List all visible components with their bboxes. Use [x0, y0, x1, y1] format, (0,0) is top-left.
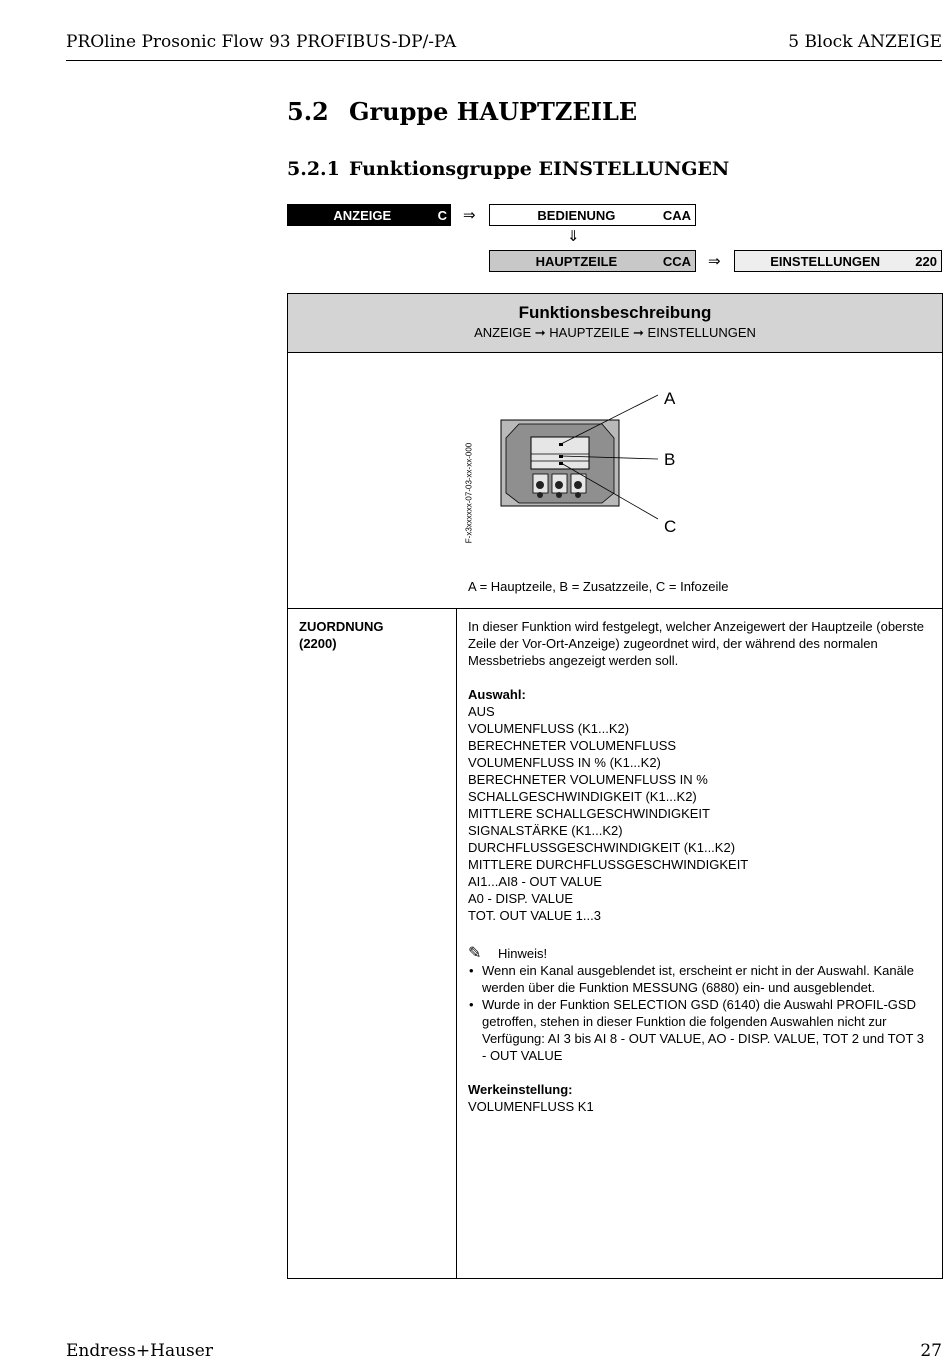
section-heading [287, 97, 637, 126]
function-table-header [288, 294, 942, 353]
nav-arrow-right-icon: ⇒ [708, 253, 721, 270]
note-heading [468, 945, 930, 962]
function-table-path: ANZEIGE ➞ HAUPTZEILE ➞ EINSTELLUNGEN [474, 325, 756, 340]
additional-line-marker [559, 455, 563, 458]
header-rule [66, 60, 942, 61]
function-name-cell [299, 618, 384, 652]
nav-code: CCA [662, 253, 691, 269]
option-item: BERECHNETER VOLUMENFLUSS [468, 738, 677, 753]
figure-caption: A = Hauptzeile, B = Zusatzzeile, C = Infozeile [468, 579, 729, 594]
header-chapter-title: 5 Block ANZEIGE [788, 32, 942, 52]
figure-label-c: C [664, 517, 677, 536]
nav-label: HAUPTZEILE [535, 253, 618, 269]
option-item: BERECHNETER VOLUMENFLUSS IN % [468, 772, 708, 787]
option-item: AI1...AI8 - OUT VALUE [468, 874, 602, 889]
note-item: • Wenn ein Kanal ausgeblendet ist, erscheint er nicht in der Auswahl. Kanäle werden über die Funktion MESSUNG (6880) ein- und ausgeblendet. [468, 962, 930, 996]
option-item: SCHALLGESCHWINDIGKEIT (K1...K2) [468, 789, 697, 804]
nav-label: ANZEIGE [333, 207, 392, 223]
subsection-number: 5.2.1 [287, 158, 340, 180]
footer-brand: Endress+Hauser [66, 1341, 213, 1361]
note-list [468, 962, 930, 1064]
options-title: Auswahl: [468, 687, 526, 702]
option-item: MITTLERE SCHALLGESCHWINDIGKEIT [468, 806, 710, 821]
default-value: VOLUMENFLUSS K1 [468, 1099, 594, 1114]
option-item: MITTLERE DURCHFLUSSGESCHWINDIGKEIT [468, 857, 749, 872]
section-number: 5.2 [287, 97, 329, 126]
nav-box-einstellungen [734, 250, 942, 272]
subsection-heading [287, 158, 729, 180]
nav-code: C [437, 207, 447, 223]
header-document-title: PROline Prosonic Flow 93 PROFIBUS-DP/-PA [66, 32, 457, 52]
option-item: VOLUMENFLUSS (K1...K2) [468, 721, 630, 736]
option-item: SIGNALSTÄRKE (K1...K2) [468, 823, 623, 838]
figure-label-a: A [664, 389, 676, 408]
nav-code: CAA [662, 207, 691, 223]
function-code: (2200) [299, 636, 337, 651]
subsection-title: Funktionsgruppe EINSTELLUNGEN [349, 158, 730, 180]
note-title: Hinweis! [498, 946, 548, 961]
function-name: ZUORDNUNG [299, 619, 384, 634]
display-figure [288, 353, 942, 609]
function-table [287, 293, 943, 1279]
nav-arrow-right-icon: ⇒ [463, 207, 476, 224]
option-item: DURCHFLUSSGESCHWINDIGKEIT (K1...K2) [468, 840, 736, 855]
default-title: Werkeinstellung: [468, 1082, 573, 1097]
option-item: A0 - DISP. VALUE [468, 891, 574, 906]
column-divider [456, 609, 457, 1278]
option-item: AUS [468, 704, 495, 719]
page-number: 27 [920, 1341, 942, 1361]
note-item: • Wurde in der Funktion SELECTION GSD (6140) die Auswahl PROFIL-GSD getroffen, stehen in dieser Funktion die folgenden Auswahlen nicht zur Verfügung: AI 3 bis AI 8 - OUT VALUE, AO - DISP. VALUE, TOT 2 und TOT 3 - OUT VALUE [468, 996, 930, 1064]
nav-label: EINSTELLUNGEN [770, 253, 881, 269]
figure-label-b: B [664, 450, 676, 469]
option-item: VOLUMENFLUSS IN % (K1...K2) [468, 755, 661, 770]
nav-arrow-down-icon: ⇓ [567, 228, 580, 245]
nav-label: BEDIENUNG [537, 207, 616, 223]
nav-box-bedienung [489, 204, 696, 226]
options-list [468, 703, 930, 924]
option-item: TOT. OUT VALUE 1...3 [468, 908, 601, 923]
function-description-cell [468, 618, 930, 1115]
section-title: Gruppe HAUPTZEILE [349, 97, 638, 126]
function-intro: In dieser Funktion wird festgelegt, welcher Anzeigewert der Hauptzeile (oberste Zeile der Vor-Ort-Anzeige) zugeordnet wird, der während des normalen Messbetriebs angezeigt werden soll. [468, 619, 924, 668]
nav-box-anzeige [287, 204, 451, 226]
local-display-illustration [288, 353, 942, 608]
figure-id: F-x3xxxxxx-07-03-xx-xx-000 [464, 442, 474, 544]
nav-code: 220 [915, 253, 937, 269]
function-table-title: Funktionsbeschreibung [518, 303, 712, 322]
nav-box-hauptzeile [489, 250, 696, 272]
pencil-note-icon: ✎ [468, 945, 482, 962]
